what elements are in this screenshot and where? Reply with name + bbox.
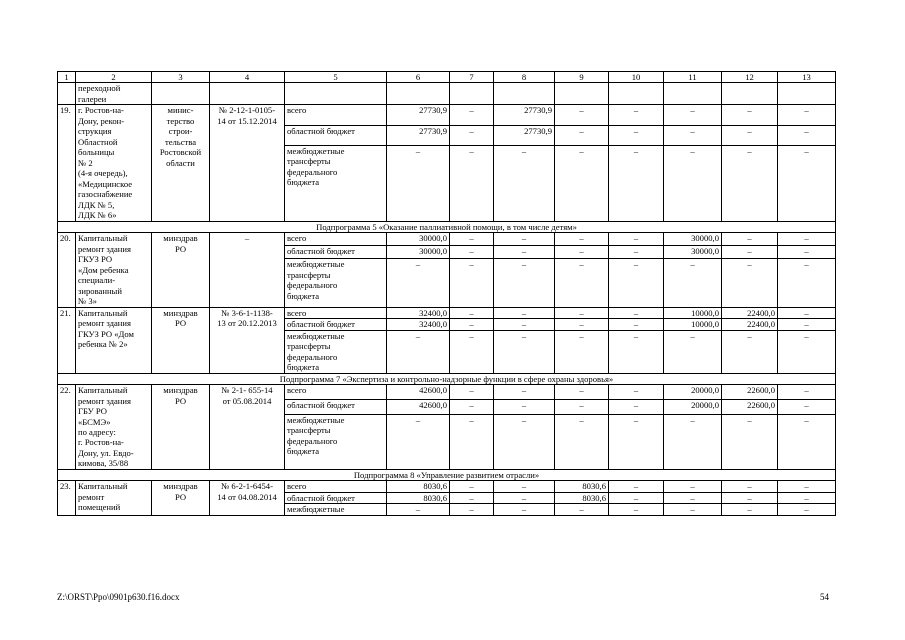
continuation-row [58,83,836,105]
amount-cell: – [494,259,555,307]
col-number: 3 [152,72,210,83]
amount-cell: – [609,504,664,515]
amount-cell: 10000,0 [664,319,722,330]
amount-cell: – [778,105,836,125]
amount-cell: – [778,233,836,246]
subprogram-row [58,469,836,480]
amount-cell: 8030,6 [555,492,609,503]
cell [555,83,609,105]
amount-cell: 8030,6 [387,481,450,492]
amount-cell: – [450,145,494,221]
amount-cell: 8030,6 [555,481,609,492]
amount-cell: – [450,105,494,125]
subprogram-row [58,373,836,384]
amount-cell: – [722,492,778,503]
amount-cell: – [555,145,609,221]
col-number: 11 [664,72,722,83]
amount-cell: – [664,125,722,145]
amount-cell: – [555,385,609,400]
amount-cell: – [450,481,494,492]
amount-cell: – [450,492,494,503]
amount-cell: – [494,246,555,259]
object-name: переходной галереи [76,83,152,105]
amount-cell: 42600,0 [387,399,450,414]
customer: минис- терство строи- тельства Ростовской области [152,105,210,221]
object-row [58,481,836,492]
amount-cell: 32400,0 [387,307,450,318]
row-number: 19. [58,105,76,221]
amount-cell: – [609,319,664,330]
amount-cell: – [494,233,555,246]
amount-cell: – [555,259,609,307]
funding-source-transfers: межбюджетные трансферты федерального бюджета [285,414,387,469]
row-number: 21. [58,307,76,373]
amount-cell: 22600,0 [722,385,778,400]
amount-cell: 30000,0 [387,246,450,259]
amount-cell: – [387,504,450,515]
amount-cell: – [609,105,664,125]
funding-source-total: всего [285,385,387,400]
amount-cell: – [778,481,836,492]
customer: минздрав РО [152,233,210,307]
amount-cell: – [778,385,836,400]
amount-cell: – [494,330,555,373]
amount-cell: – [778,246,836,259]
amount-cell: – [664,414,722,469]
row-number: 23. [58,481,76,515]
amount-cell: – [450,233,494,246]
col-number: 6 [387,72,450,83]
amount-cell: – [609,385,664,400]
amount-cell: – [778,319,836,330]
footer-page-number: 54 [820,592,829,602]
amount-cell: – [450,246,494,259]
subprogram-title: Подпрограмма 8 «Управление развитием отрасли» [58,469,836,480]
amount-cell: – [555,105,609,125]
object-name: Капитальный ремонт здания ГБУ РО «БСМЭ» по адресу: г. Ростов-на- Дону, ул. Евдо- кимова, 35/88 [76,385,152,470]
amount-cell: – [494,145,555,221]
object-row [58,307,836,318]
col-number: 13 [778,72,836,83]
amount-cell: – [664,259,722,307]
amount-cell: – [609,246,664,259]
amount-cell: – [609,399,664,414]
amount-cell: – [778,414,836,469]
amount-cell: – [664,105,722,125]
amount-cell: – [387,414,450,469]
object-name: Капитальный ремонт здания ГКУЗ РО «Дом ребенка специали- зированный № 3» [76,233,152,307]
amount-cell: 30000,0 [387,233,450,246]
amount-cell: – [609,125,664,145]
financing-table [57,71,836,516]
row-number: 22. [58,385,76,470]
amount-cell: 20000,0 [664,399,722,414]
amount-cell: – [722,481,778,492]
col-number: 1 [58,72,76,83]
object-row [58,105,836,125]
funding-source-regional: областной бюджет [285,246,387,259]
amount-cell: – [494,504,555,515]
subprogram-row [58,221,836,232]
amount-cell: – [778,504,836,515]
amount-cell: – [387,259,450,307]
amount-cell: – [664,481,722,492]
object-row [58,233,836,246]
amount-cell: – [664,504,722,515]
amount-cell: – [722,105,778,125]
amount-cell: – [609,259,664,307]
amount-cell: – [778,330,836,373]
amount-cell: – [450,319,494,330]
cell [285,83,387,105]
footer-file-path: Z:\ORST\Ppo\0901p630.f16.docx [57,592,180,602]
amount-cell: – [555,246,609,259]
amount-cell: – [494,385,555,400]
amount-cell: 30000,0 [664,246,722,259]
funding-source-total: всего [285,307,387,318]
column-number-row [58,72,836,83]
col-number: 4 [210,72,285,83]
amount-cell: – [494,492,555,503]
amount-cell: – [494,399,555,414]
funding-source-regional: областной бюджет [285,319,387,330]
col-number: 5 [285,72,387,83]
col-number: 12 [722,72,778,83]
col-number: 8 [494,72,555,83]
amount-cell: – [450,307,494,318]
amount-cell: – [609,492,664,503]
amount-cell: – [555,319,609,330]
amount-cell: 8030,6 [387,492,450,503]
amount-cell: – [778,399,836,414]
amount-cell: – [494,307,555,318]
amount-cell: – [609,481,664,492]
amount-cell: – [555,399,609,414]
approval-document: № 2-1- 655-14 от 05.08.2014 [210,385,285,470]
amount-cell: – [609,233,664,246]
amount-cell: – [609,330,664,373]
amount-cell: 22400,0 [722,319,778,330]
amount-cell: – [609,145,664,221]
cell [387,83,450,105]
amount-cell: – [555,330,609,373]
funding-source-total: всего [285,105,387,125]
funding-source-transfers: межбюджетные трансферты федерального бюджета [285,145,387,221]
amount-cell: – [555,414,609,469]
amount-cell: – [609,414,664,469]
amount-cell: 20000,0 [664,385,722,400]
amount-cell: – [494,319,555,330]
amount-cell: – [778,259,836,307]
cell [58,83,76,105]
amount-cell: – [450,259,494,307]
approval-document: – [210,233,285,307]
cell [494,83,555,105]
amount-cell: – [722,246,778,259]
amount-cell: – [722,233,778,246]
customer: минздрав РО [152,307,210,373]
amount-cell: 42600,0 [387,385,450,400]
subprogram-title: Подпрограмма 7 «Экспертиза и контрольно-надзорные функции в сфере охраны здоровья» [58,373,836,384]
amount-cell: 10000,0 [664,307,722,318]
col-number: 7 [450,72,494,83]
amount-cell: – [778,145,836,221]
col-number: 9 [555,72,609,83]
amount-cell: – [722,414,778,469]
amount-cell: – [664,145,722,221]
amount-cell: – [450,385,494,400]
cell [778,83,836,105]
amount-cell: – [722,330,778,373]
cell [152,83,210,105]
funding-source-transfers: межбюджетные трансферты федерального бюджета [285,259,387,307]
amount-cell: – [778,307,836,318]
amount-cell: – [722,125,778,145]
amount-cell: – [450,504,494,515]
object-name: Капитальный ремонт помещений [76,481,152,515]
funding-source-transfers: межбюджетные трансферты федерального бюджета [285,330,387,373]
object-row [58,385,836,400]
amount-cell: – [722,504,778,515]
cell [722,83,778,105]
cell [609,83,664,105]
amount-cell: – [555,307,609,318]
amount-cell: 22400,0 [722,307,778,318]
object-name: Капитальный ремонт здания ГКУЗ РО «Дом ребенка № 2» [76,307,152,373]
funding-source-regional: областной бюджет [285,125,387,145]
cell [210,83,285,105]
cell [664,83,722,105]
amount-cell: – [387,145,450,221]
amount-cell: 27730,9 [494,125,555,145]
funding-source-transfers: межбюджетные [285,504,387,515]
amount-cell: – [555,125,609,145]
col-number: 2 [76,72,152,83]
amount-cell: – [664,492,722,503]
amount-cell: – [609,307,664,318]
amount-cell: 27730,9 [387,125,450,145]
amount-cell: – [555,233,609,246]
approval-document: № 2-12-1-0105- 14 от 15.12.2014 [210,105,285,221]
amount-cell: – [494,481,555,492]
amount-cell: – [450,125,494,145]
customer: минздрав РО [152,385,210,470]
approval-document: № 3-6-1-1138- 13 от 20.12.2013 [210,307,285,373]
amount-cell: – [450,399,494,414]
funding-source-regional: областной бюджет [285,399,387,414]
amount-cell: – [450,414,494,469]
row-number: 20. [58,233,76,307]
funding-source-total: всего [285,481,387,492]
subprogram-title: Подпрограмма 5 «Оказание паллиативной помощи, в том числе детям» [58,221,836,232]
amount-cell: – [722,259,778,307]
amount-cell: 27730,9 [387,105,450,125]
amount-cell: 22600,0 [722,399,778,414]
amount-cell: – [664,330,722,373]
amount-cell: – [494,414,555,469]
cell [450,83,494,105]
object-name: г. Ростов-на- Дону, рекон- струкция Областной больницы № 2 (4-я очередь), «Медицинское газоснабжение ЛДК № 5, ЛДК № 6» [76,105,152,221]
approval-document: № 6-2-1-6454- 14 от 04.08.2014 [210,481,285,515]
funding-source-total: всего [285,233,387,246]
amount-cell: – [722,145,778,221]
amount-cell: – [555,504,609,515]
col-number: 10 [609,72,664,83]
amount-cell: – [778,492,836,503]
amount-cell: 32400,0 [387,319,450,330]
amount-cell: 30000,0 [664,233,722,246]
funding-source-regional: областной бюджет [285,492,387,503]
amount-cell: – [778,125,836,145]
customer: минздрав РО [152,481,210,515]
amount-cell: – [450,330,494,373]
amount-cell: 27730,9 [494,105,555,125]
amount-cell: – [387,330,450,373]
